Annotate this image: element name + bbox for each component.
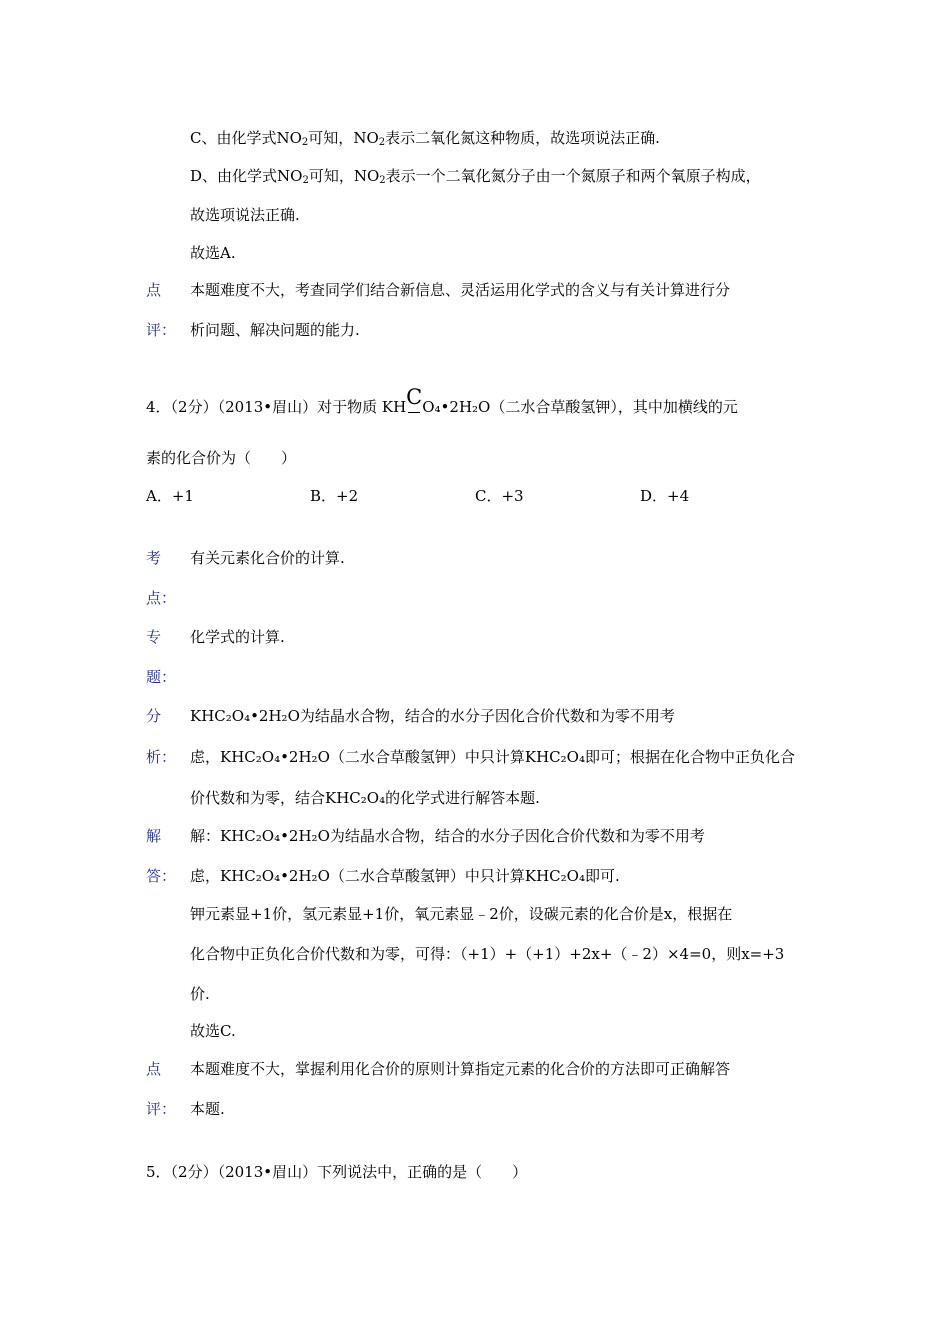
q3-c-formula: NO bbox=[276, 129, 302, 147]
q3-c-post: 表示二氧化氮这种物质，故选项说法正确. bbox=[385, 129, 660, 147]
q4-comment-text-2: 本题. bbox=[190, 1100, 225, 1118]
q4-jieda-text-4: 化合物中正负化合价代数和为零，可得：（+1）+（+1）+2x+（﹣2）×4=0，则x=+3 bbox=[190, 945, 785, 963]
q4-option-b: B．+2 bbox=[310, 487, 359, 505]
q4-kaodian-label-1: 考 bbox=[146, 549, 162, 567]
q3-d-mid: 可知， bbox=[308, 167, 354, 185]
q5-stem: 5．（2分）（2013•眉山）下列说法中，正确的是（ ） bbox=[146, 1163, 528, 1181]
q3-c-formula-2: NO bbox=[353, 129, 379, 147]
q4-comment-label-1: 点 bbox=[146, 1060, 162, 1078]
q4-fenxi-label-1: 分 bbox=[146, 707, 162, 725]
q4-fenxi-text-2: 虑，KHC₂O₄•2H₂O（二水合草酸氢钾）中只计算KHC₂O₄即可；根据在化合物中正负化合 bbox=[190, 748, 795, 766]
q3-comment-text-1: 本题难度不大，考查同学们结合新信息、灵活运用化学式的含义与有关计算进行分 bbox=[190, 281, 731, 299]
q3-comment-label-1: 点 bbox=[146, 281, 162, 299]
q4-fenxi-text-1: KHC₂O₄•2H₂O为结晶水合物，结合的水分子因化合价代数和为零不用考 bbox=[190, 707, 675, 725]
q4-stem-post: O₄•2H₂O（二水合草酸氢钾），其中加横线的元 bbox=[422, 398, 738, 416]
q4-option-d: D．+4 bbox=[640, 487, 690, 505]
q3-comment-text-2: 析问题、解决问题的能力. bbox=[190, 321, 360, 339]
q3-answer: 故选A. bbox=[190, 244, 236, 262]
q4-stem-pre: 4．（2分）（2013•眉山）对于物质 KH bbox=[146, 398, 407, 416]
q3-c-mid: 可知， bbox=[308, 129, 354, 147]
q3-d-continued: 故选项说法正确. bbox=[190, 206, 300, 224]
q3-d-post: 表示一个二氧化氮分子由一个氮原子和两个氧原子构成， bbox=[385, 167, 761, 185]
q3-comment-label-2: 评： bbox=[146, 321, 177, 339]
q4-option-a: A．+1 bbox=[146, 487, 194, 505]
q4-jieda-text-1: 解：KHC₂O₄•2H₂O为结晶水合物，结合的水分子因化合价代数和为零不用考 bbox=[190, 827, 705, 845]
q4-zhuanti-label-1: 专 bbox=[146, 628, 162, 646]
q3-option-c-analysis: C、由化学式$NO_2$可知，$NO_2$表示二氧化氮这种物质，故选项说法正确. bbox=[190, 129, 660, 148]
q4-answer: 故选C. bbox=[190, 1022, 236, 1040]
q4-stem: 4．（2分）（2013•眉山）对于物质 KHCO₄•2H₂O（二水合草酸氢钾），其中加横线的元 bbox=[146, 385, 738, 416]
q4-fenxi-label-2: 析： bbox=[146, 748, 177, 766]
q4-zhuanti-label-2: 题： bbox=[146, 668, 177, 686]
q4-kaodian-text: 有关元素化合价的计算. bbox=[190, 549, 345, 567]
q4-jieda-label-2: 答： bbox=[146, 867, 177, 885]
q4-jieda-text-2: 虑，KHC₂O₄•2H₂O（二水合草酸氢钾）中只计算KHC₂O₄即可. bbox=[190, 867, 620, 885]
q4-option-c: C．+3 bbox=[475, 487, 524, 505]
q3-d-pre: D、由化学式 bbox=[190, 167, 278, 185]
q4-comment-text-1: 本题难度不大，掌握利用化合价的原则计算指定元素的化合价的方法即可正确解答 bbox=[190, 1060, 731, 1078]
q3-d-formula-2: NO bbox=[353, 167, 380, 185]
q3-option-d-analysis: D、由化学式$NO_2$可知，$NO_2$表示一个二氧化氮分子由一个氮原子和两个氧原子构成， bbox=[190, 167, 761, 186]
q4-stem-line-2: 素的化合价为（ ） bbox=[146, 449, 297, 467]
q4-jieda-text-3: 钾元素显+1价，氢元素显+1价，氧元素显﹣2价，设碳元素的化合价是x，根据在 bbox=[190, 905, 733, 923]
q4-jieda-text-5: 价. bbox=[190, 985, 210, 1003]
q4-kaodian-label-2: 点： bbox=[146, 589, 177, 607]
q3-c-pre: C、由化学式 bbox=[190, 129, 277, 147]
q4-fenxi-text-3: 价代数和为零，结合KHC₂O₄的化学式进行解答本题. bbox=[190, 789, 540, 807]
q4-jieda-label-1: 解 bbox=[146, 827, 162, 845]
q4-comment-label-2: 评： bbox=[146, 1100, 177, 1118]
q3-d-formula: NO bbox=[277, 167, 303, 185]
q4-zhuanti-text: 化学式的计算. bbox=[190, 628, 285, 646]
